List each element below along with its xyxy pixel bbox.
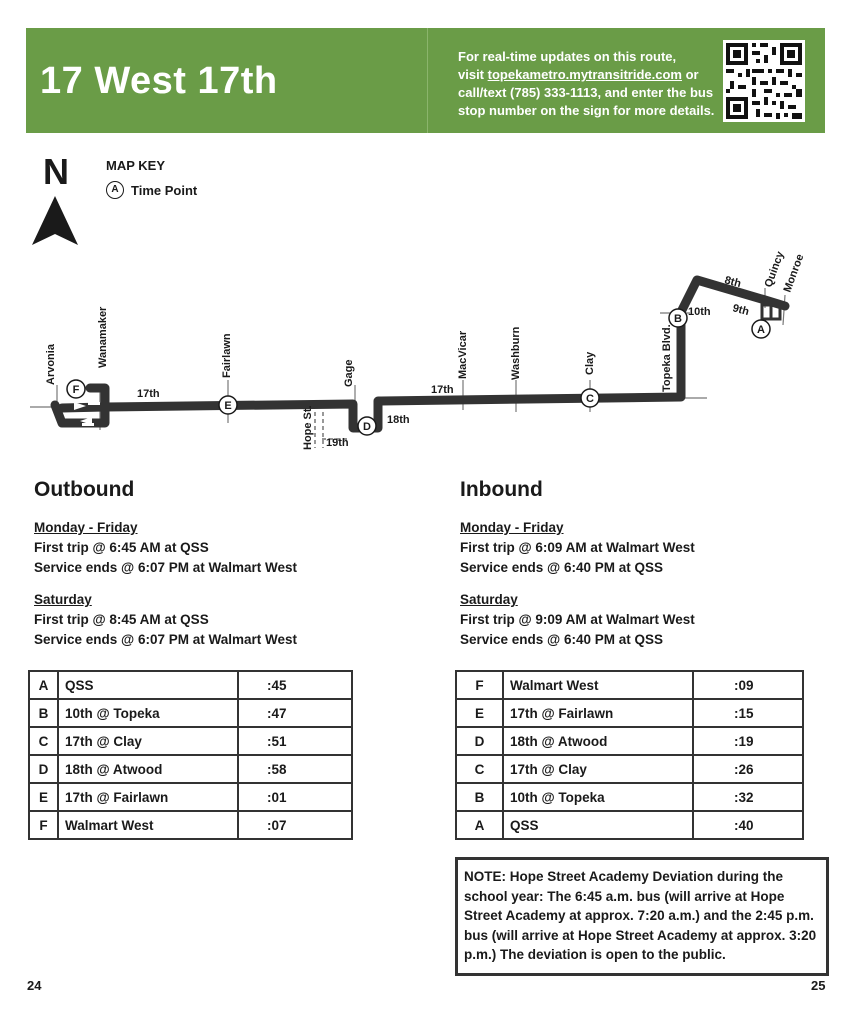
inbound-section — [460, 478, 695, 652]
outbound-weekday-end: Service ends @ 6:07 PM at Walmart West — [34, 560, 298, 575]
time-point-cell: F — [456, 671, 503, 699]
page-number-right: 25 — [811, 978, 826, 993]
stop-name-cell: 17th @ Clay — [503, 755, 693, 783]
inbound-saturday-first: First trip @ 9:09 AM at Walmart West — [460, 612, 695, 627]
svg-text:D: D — [363, 421, 371, 433]
table-row — [456, 811, 803, 839]
stop-name-cell: 18th @ Atwood — [58, 755, 238, 783]
outbound-weekday-label: Monday - Friday — [34, 520, 138, 535]
outbound-weekday-first: First trip @ 6:45 AM at QSS — [34, 540, 209, 555]
outbound-heading: Outbound — [34, 478, 135, 501]
svg-text:F: F — [72, 384, 80, 396]
svg-text:A: A — [757, 324, 765, 336]
street-arvonia: Arvonia — [45, 344, 57, 385]
street-10th: 10th — [688, 306, 711, 318]
time-point-cell: E — [29, 783, 58, 811]
street-washburn: Washburn — [510, 326, 522, 380]
time-point-cell: C — [456, 755, 503, 783]
page-number-left: 24 — [27, 978, 42, 993]
stop-name-cell: QSS — [58, 671, 238, 699]
departure-time-cell: :19 — [693, 727, 803, 755]
street-wanamaker: Wanamaker — [97, 306, 109, 368]
stop-name-cell: 17th @ Clay — [58, 727, 238, 755]
time-point-cell: A — [456, 811, 503, 839]
table-row — [29, 727, 352, 755]
time-point-d — [358, 417, 376, 435]
street-8th: 8th — [723, 274, 743, 291]
time-point-cell: B — [456, 783, 503, 811]
stop-name-cell: 10th @ Topeka — [503, 783, 693, 811]
info-line-2 — [458, 66, 728, 84]
stop-name-cell: Walmart West — [503, 671, 693, 699]
time-point-a — [752, 320, 770, 338]
street-macvicar: MacVicar — [457, 330, 469, 379]
departure-time-cell: :47 — [238, 699, 352, 727]
table-row — [29, 699, 352, 727]
outbound-saturday-label: Saturday — [34, 592, 92, 607]
departure-time-cell: :58 — [238, 755, 352, 783]
table-row — [29, 783, 352, 811]
outbound-section — [34, 478, 297, 652]
street-topeka: Topeka Blvd. — [661, 324, 673, 392]
outbound-timetable — [28, 670, 353, 840]
inbound-heading: Inbound — [460, 478, 543, 501]
street-clay: Clay — [584, 351, 596, 375]
departure-time-cell: :32 — [693, 783, 803, 811]
map-key-label: Time Point — [131, 182, 198, 198]
departure-time-cell: :01 — [238, 783, 352, 811]
street-17th-east: 17th — [431, 384, 454, 396]
inbound-weekday-end: Service ends @ 6:40 PM at QSS — [460, 560, 664, 575]
time-point-cell: F — [29, 811, 58, 839]
qr-code-icon[interactable] — [723, 40, 805, 122]
departure-time-cell: :09 — [693, 671, 803, 699]
departure-time-cell: :40 — [693, 811, 803, 839]
time-point-cell: D — [29, 755, 58, 783]
north-letter: N — [43, 151, 69, 192]
info-visit: visit — [458, 67, 488, 82]
street-9th: 9th — [731, 302, 751, 319]
street-18th: 18th — [387, 414, 410, 426]
time-point-cell: C — [29, 727, 58, 755]
outbound-saturday-first: First trip @ 8:45 AM at QSS — [34, 612, 209, 627]
street-gage: Gage — [343, 359, 355, 387]
street-quincy: Quincy — [762, 249, 787, 290]
inbound-saturday-label: Saturday — [460, 592, 518, 607]
stop-name-cell: 17th @ Fairlawn — [58, 783, 238, 811]
north-arrow-icon — [32, 196, 78, 245]
time-point-cell: D — [456, 727, 503, 755]
inbound-weekday-first: First trip @ 6:09 AM at Walmart West — [460, 540, 695, 555]
stop-name-cell: 10th @ Topeka — [58, 699, 238, 727]
route-map — [0, 240, 853, 460]
route-header-banner — [26, 28, 825, 133]
departure-time-cell: :07 — [238, 811, 352, 839]
table-row — [456, 783, 803, 811]
banner-divider — [427, 28, 428, 133]
time-point-f — [67, 380, 85, 398]
time-point-c — [581, 389, 599, 407]
departure-time-cell: :51 — [238, 727, 352, 755]
outbound-saturday-end: Service ends @ 6:07 PM at Walmart West — [34, 632, 298, 647]
map-key-title: MAP KEY — [106, 158, 165, 173]
map-key — [106, 158, 197, 199]
stop-name-cell: QSS — [503, 811, 693, 839]
svg-text:E: E — [224, 400, 232, 412]
hope-street-note: NOTE: Hope Street Academy Deviation during the school year: The 6:45 a.m. bus (will arrive at Hope Street Academy at approx. 7:20 a.m.) and the 2:45 p.m. bus (will arrive at Hope Street Academy at approx. 3:20 p.m.) The deviation is open to the public. — [455, 857, 829, 976]
table-row — [29, 811, 352, 839]
info-line-4: stop number on the sign for more details. — [458, 103, 715, 118]
info-line-1: For real-time updates on this route, — [458, 49, 677, 64]
svg-text:B: B — [674, 313, 682, 325]
table-row — [29, 671, 352, 699]
info-line-3: call/text (785) 333-1113, and enter the bus — [458, 85, 714, 100]
table-row — [456, 755, 803, 783]
time-point-cell: E — [456, 699, 503, 727]
time-point-b — [669, 309, 687, 327]
time-point-cell: A — [29, 671, 58, 699]
street-17th-west: 17th — [137, 388, 160, 400]
realtime-info — [458, 48, 728, 120]
table-row — [29, 755, 352, 783]
realtime-link[interactable]: topekametro.mytransitride.com — [487, 67, 682, 82]
inbound-weekday-label: Monday - Friday — [460, 520, 564, 535]
svg-text:C: C — [586, 393, 594, 405]
table-row — [456, 699, 803, 727]
stop-name-cell: 17th @ Fairlawn — [503, 699, 693, 727]
street-19th: 19th — [326, 437, 349, 449]
inbound-timetable — [455, 670, 804, 840]
street-hope: Hope St. — [302, 405, 314, 450]
stop-name-cell: Walmart West — [58, 811, 238, 839]
map-key-row — [106, 181, 197, 199]
stop-name-cell: 18th @ Atwood — [503, 727, 693, 755]
street-monroe: Monroe — [781, 252, 807, 295]
departure-time-cell: :26 — [693, 755, 803, 783]
table-row — [456, 671, 803, 699]
time-point-cell: B — [29, 699, 58, 727]
info-line-2-tail: or — [681, 67, 699, 82]
time-point-symbol: A — [106, 181, 124, 199]
inbound-saturday-end: Service ends @ 6:40 PM at QSS — [460, 632, 664, 647]
street-fairlawn: Fairlawn — [221, 333, 233, 378]
route-title: 17 West 17th — [40, 60, 278, 102]
time-point-e — [219, 396, 237, 414]
departure-time-cell: :45 — [238, 671, 352, 699]
departure-time-cell: :15 — [693, 699, 803, 727]
table-row — [456, 727, 803, 755]
